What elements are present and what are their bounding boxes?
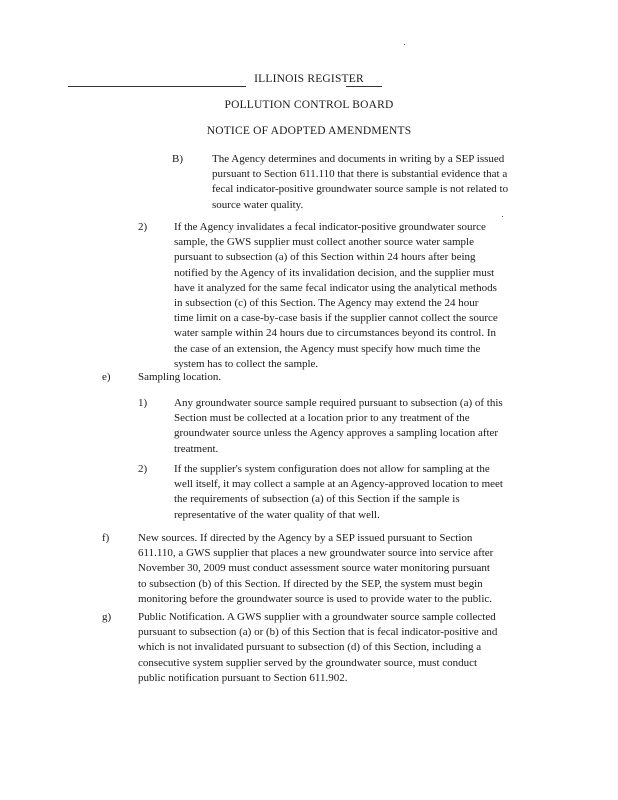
text-line: treatment. xyxy=(174,442,219,455)
item-e2-label: 2) xyxy=(138,463,148,475)
notice-title: NOTICE OF ADOPTED AMENDMENTS xyxy=(206,125,412,137)
text-line: sample, the GWS supplier must collect another source water sample xyxy=(174,236,474,249)
item-2-label: 2) xyxy=(138,221,148,233)
text-line: pursuant to subsection (a) of this Section within 24 hours after being xyxy=(174,251,476,264)
text-line: If the Agency invalidates a fecal indicator-positive groundwater source xyxy=(174,221,486,233)
text-line: pursuant to Section 611.110 that there is substantial evidence that a xyxy=(212,168,508,181)
text-line: Public Notification. A GWS supplier with a groundwater source sample collected xyxy=(138,611,496,623)
text-line: water sample within 24 hours due to circumstances beyond its control. In xyxy=(174,327,496,340)
text-line: in subsection (c) of this Section. The Agency may extend the 24 hour xyxy=(174,297,479,310)
text-line: pursuant to subsection (a) or (b) of this Section that is fecal indicator-positive and xyxy=(138,626,498,639)
item-f-label: f) xyxy=(102,532,110,544)
text-line: November 30, 2009 must conduct assessment source water monitoring pursuant xyxy=(138,562,490,575)
text-line: the case of an extension, the Agency must specify how much time the xyxy=(174,342,481,355)
text-line: system has to collect the sample. xyxy=(174,357,319,370)
scan-speck xyxy=(404,44,405,45)
text-line: fecal indicator-positive groundwater source sample is not related to xyxy=(212,183,509,196)
scan-speck xyxy=(502,216,503,217)
header-rule-left xyxy=(68,86,246,87)
item-e1-text xyxy=(174,396,544,457)
text-line: New sources. If directed by the Agency by a SEP issued pursuant to Section xyxy=(138,532,473,544)
item-e-text xyxy=(138,370,438,385)
item-e1-label: 1) xyxy=(138,397,148,409)
text-line: well itself, it may collect a sample at an Agency-approved location to meet xyxy=(174,478,503,491)
item-b-label: B) xyxy=(172,153,183,165)
item-f-text xyxy=(138,531,548,607)
text-line: to subsection (b) of this Section. If directed by the SEP, the system must begin xyxy=(138,577,483,590)
text-line: the requirements of subsection (a) of this Section if the sample is xyxy=(174,493,460,506)
text-line: time limit on a case-by-case basis if the supplier cannot collect the source xyxy=(174,312,498,325)
text-line: notified by the Agency of its invalidation decision, and the supplier must xyxy=(174,266,495,279)
text-line: groundwater source unless the Agency approves a sampling location after xyxy=(174,427,499,440)
item-2-text xyxy=(174,220,544,372)
text-line: Section must be collected at a location prior to any treatment of the xyxy=(174,412,470,425)
text-line: Any groundwater source sample required pursuant to subsection (a) of this xyxy=(174,397,503,409)
text-line: public notification pursuant to Section 611.902. xyxy=(138,671,348,684)
text-line: 611.110, a GWS supplier that places a new groundwater source into service after xyxy=(138,547,494,560)
header-rule-right xyxy=(346,86,382,87)
item-e2-text xyxy=(174,462,544,523)
text-line: source water quality. xyxy=(212,198,304,211)
item-e-label: e) xyxy=(102,371,111,383)
text-line: consecutive system supplier served by the groundwater source, must conduct xyxy=(138,656,478,669)
board-title: POLLUTION CONTROL BOARD xyxy=(224,99,394,111)
text-line: The Agency determines and documents in writing by a SEP issued xyxy=(212,153,505,165)
text-line: Sampling location. xyxy=(138,371,222,383)
item-b-text xyxy=(212,152,542,213)
text-line: which is not invalidated pursuant to subsection (d) of this Section, including a xyxy=(138,641,482,654)
text-line: have it analyzed for the same fecal indicator using the analytical methods xyxy=(174,281,497,294)
text-line: If the supplier's system configuration does not allow for sampling at the xyxy=(174,463,490,475)
register-title: ILLINOIS REGISTER xyxy=(254,73,364,85)
text-line: representative of the water quality of that well. xyxy=(174,508,380,521)
item-g-label: g) xyxy=(102,611,112,623)
item-g-text xyxy=(138,610,548,686)
text-line: monitoring before the groundwater source is used to provide water to the public. xyxy=(138,592,493,605)
